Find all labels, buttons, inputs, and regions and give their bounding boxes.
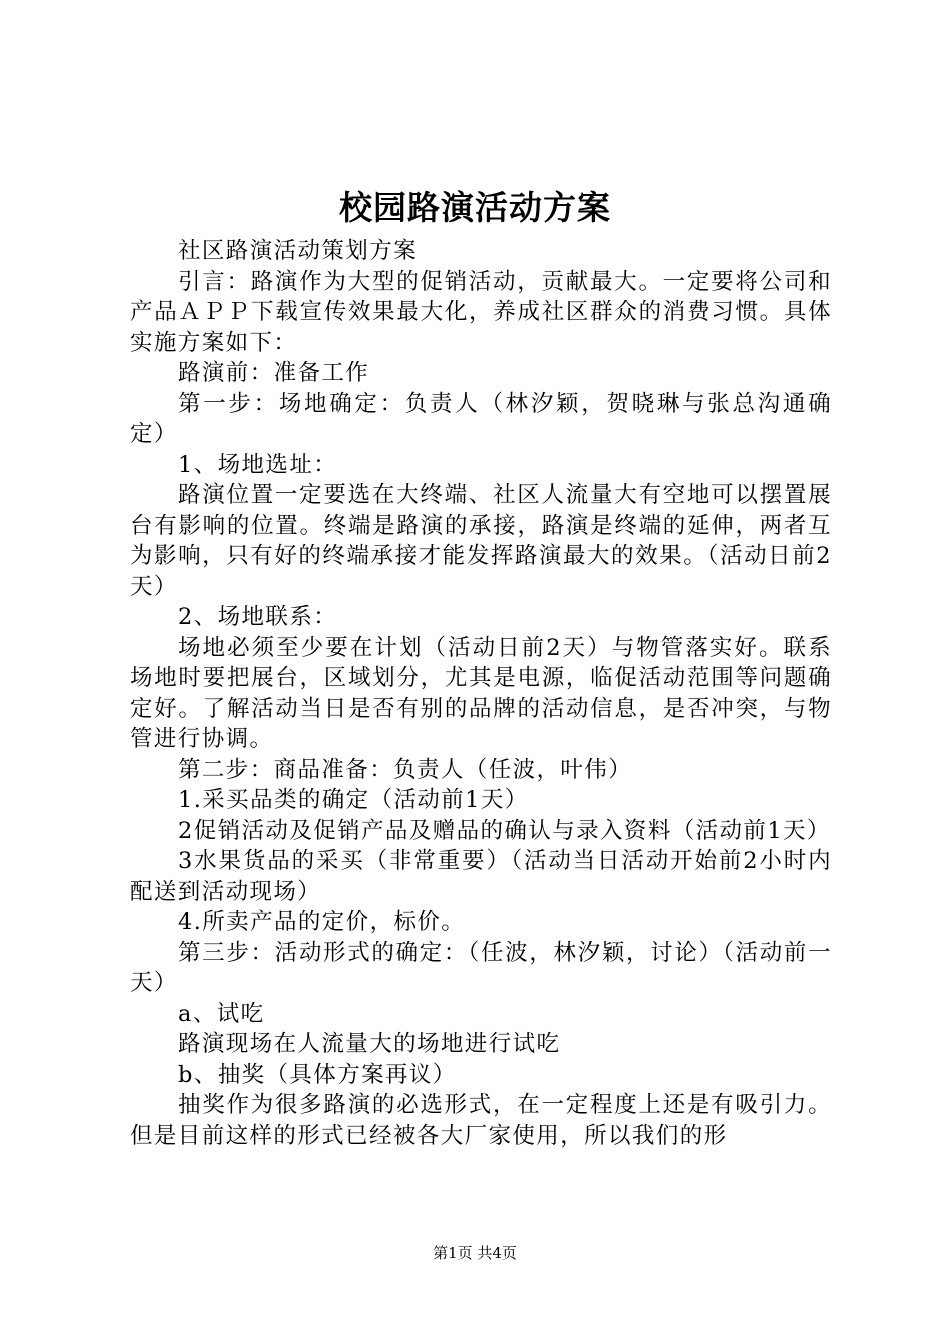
paragraph: 3水果货品的采买（非常重要）（活动当日活动开始前2小时内配送到活动现场） [130,848,832,905]
paragraph: 社区路演活动策划方案 [178,238,418,264]
document-title: 校园路演活动方案 [339,188,611,227]
paragraph: 场地必须至少要在计划（活动日前2天）与物管落实好。联系场地时要把展台，区域划分，尤其是电源，临促活动范围等问题确定好。了解活动当日是否有别的品牌的活动信息，是否冲突，与物管进行协调。 [130,634,832,752]
paragraph: a、试吃 [178,1000,265,1027]
paragraph: 第三步：活动形式的确定：（任波，林汐颖，讨论）（活动前一天） [130,939,832,996]
paragraph: 第一步：场地确定：负责人（林汐颖，贺晓琳与张总沟通确定） [130,390,832,447]
paragraph: 2促销活动及促销产品及赠品的确认与录入资料（活动前1天） [178,817,831,844]
paragraph: 抽奖作为很多路演的必选形式，在一定程度上还是有吸引力。但是目前这样的形式已经被各大厂家使用，所以我们的形 [130,1092,832,1149]
paragraph: 路演现场在人流量大的场地进行试吃 [178,1031,561,1057]
paragraph: 2、场地联系： [178,604,338,630]
paragraph: 1.采买品类的确定（活动前1天） [178,787,529,813]
page-footer: 第1页 共4页 [433,1244,517,1262]
paragraph: 引言：路演作为大型的促销活动，贡献最大。一定要将公司和产品ＡＰＰ下载宣传效果最大化，养成社区群众的消费习惯。具体实施方案如下： [130,268,832,356]
paragraph: b、抽奖（具体方案再议） [178,1061,457,1088]
paragraph: 路演前：准备工作 [178,360,370,386]
paragraph: 路演位置一定要选在大终端、社区人流量大有空地可以摆置展台有影响的位置。终端是路演的承接，路演是终端的延伸，两者互为影响，只有好的终端承接才能发挥路演最大的效果。（活动日前2天） [130,482,832,600]
paragraph: 第二步：商品准备：负责人（任波，叶伟） [178,756,633,783]
paragraph: 1、场地选址： [178,451,338,478]
document-body [130,236,832,1151]
paragraph: 4.所卖产品的定价，标价。 [178,909,466,935]
